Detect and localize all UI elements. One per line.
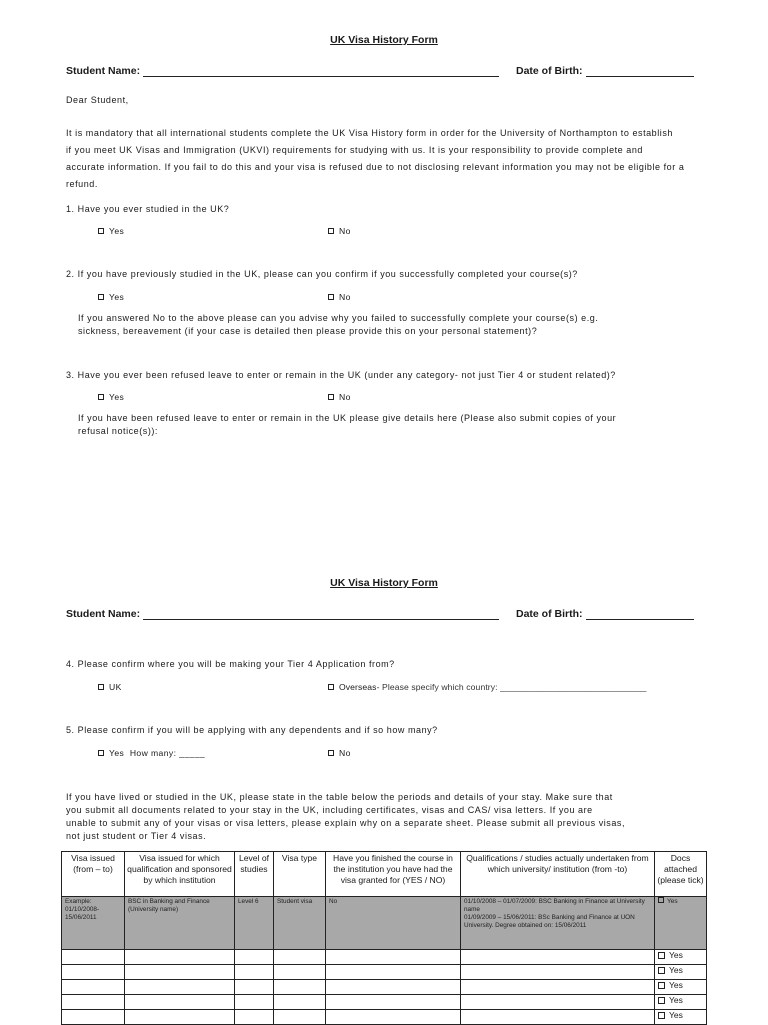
cell[interactable]	[326, 980, 461, 995]
example-visa-type: Student visa	[274, 897, 326, 950]
cell[interactable]	[326, 950, 461, 965]
q4-uk-option[interactable]	[98, 682, 122, 692]
cell[interactable]	[125, 950, 235, 965]
question-1: 1. Have you ever studied in the UK?	[66, 204, 230, 214]
table-row	[62, 980, 707, 995]
q4-country-field[interactable]: - Please specify which country: ______________________________	[376, 682, 647, 692]
question-2: 2. If you have previously studied in the UK, please can you confirm if you successfully completed your course(s)?	[66, 269, 578, 279]
table-row	[62, 965, 707, 980]
example-level: Level 6	[235, 897, 274, 950]
cell[interactable]	[274, 995, 326, 1010]
cell[interactable]	[461, 950, 655, 965]
name-dob-row	[66, 65, 702, 77]
table-row-example	[62, 897, 707, 950]
cell[interactable]	[235, 1010, 274, 1025]
q2-yes-label: Yes	[109, 292, 125, 302]
intro-line: It is mandatory that all international students complete the UK Visa History form in order for the University of Northampton to establish	[66, 128, 673, 138]
checkbox-icon[interactable]	[328, 750, 334, 756]
docs-yes-label: Yes	[669, 965, 683, 975]
intro-line: refund.	[66, 179, 98, 189]
q3-no-option[interactable]	[328, 392, 351, 402]
cell[interactable]	[461, 980, 655, 995]
checkbox-icon[interactable]	[328, 684, 334, 690]
example-qualification: BSC in Banking and Finance (University name)	[125, 897, 235, 950]
table-row	[62, 995, 707, 1010]
table-instructions	[66, 791, 716, 843]
intro-paragraph	[66, 125, 716, 193]
q5-no-label: No	[339, 748, 351, 758]
docs-cell[interactable]	[655, 950, 707, 965]
docs-yes-label: Yes	[669, 980, 683, 990]
greeting: Dear Student,	[66, 95, 129, 105]
cell[interactable]	[125, 965, 235, 980]
cell[interactable]	[62, 995, 125, 1010]
example-studies-line: 01/09/2009 – 15/06/2011: BSc Banking and Finance at UON University. Degree obtained on: 15/06/2011	[464, 914, 635, 929]
q3-followup-line: If you have been refused leave to enter or remain in the UK please give details here (Please also submit copies of your	[78, 413, 617, 423]
student-name-label: Student Name:	[66, 608, 141, 620]
docs-cell[interactable]	[655, 1010, 707, 1025]
checkbox-icon[interactable]	[98, 750, 104, 756]
q1-yes-option[interactable]	[98, 226, 124, 236]
cell[interactable]	[326, 965, 461, 980]
question-3: 3. Have you ever been refused leave to enter or remain in the UK (under any category- not just Tier 4 or student related)?	[66, 370, 616, 380]
col-header-qualification: Visa issued for which qualification and sponsored by which institution	[125, 852, 235, 897]
student-name-label: Student Name:	[66, 65, 141, 77]
cell[interactable]	[125, 980, 235, 995]
cell[interactable]	[326, 1010, 461, 1025]
q5-how-many-field[interactable]: How many: _____	[129, 748, 206, 758]
checkbox-icon[interactable]	[98, 394, 104, 400]
checkbox-icon[interactable]	[658, 997, 665, 1004]
checkbox-icon[interactable]	[658, 982, 665, 989]
checkbox-icon	[658, 897, 664, 903]
q4-overseas-label: Overseas	[339, 682, 377, 692]
cell[interactable]	[62, 980, 125, 995]
cell[interactable]	[235, 950, 274, 965]
checkbox-icon[interactable]	[328, 294, 334, 300]
dob-field[interactable]	[586, 65, 694, 77]
q2-followup	[78, 312, 598, 338]
q2-followup-line: If you answered No to the above please can you advise why you failed to successfully complete your course(s) e.g.	[78, 313, 599, 323]
example-finished: No	[326, 897, 461, 950]
cell[interactable]	[235, 965, 274, 980]
cell[interactable]	[274, 1010, 326, 1025]
name-dob-row-page-2	[66, 608, 702, 620]
instruction-line: not just student or Tier 4 visas.	[66, 831, 207, 841]
example-docs-label: Yes	[667, 898, 678, 905]
q2-no-label: No	[339, 292, 351, 302]
q3-no-label: No	[339, 392, 351, 402]
cell[interactable]	[235, 980, 274, 995]
q5-yes-option[interactable]	[98, 748, 205, 758]
q1-no-option[interactable]	[328, 226, 351, 236]
q4-overseas-option[interactable]	[328, 682, 647, 692]
col-header-level: Level of studies	[235, 852, 274, 897]
docs-yes-label: Yes	[669, 995, 683, 1005]
docs-cell[interactable]	[655, 965, 707, 980]
dob-label: Date of Birth:	[516, 65, 583, 77]
docs-yes-label: Yes	[669, 1010, 683, 1020]
col-header-visa-dates: Visa issued (from – to)	[62, 852, 125, 897]
cell[interactable]	[62, 1010, 125, 1025]
checkbox-icon[interactable]	[98, 294, 104, 300]
docs-cell[interactable]	[655, 980, 707, 995]
cell[interactable]	[62, 965, 125, 980]
cell[interactable]	[235, 995, 274, 1010]
q5-yes-label: Yes	[109, 748, 125, 758]
student-name-field[interactable]	[143, 608, 499, 620]
intro-line: if you meet UK Visas and Immigration (UKVI) requirements for studying with us. It is your responsibility to provide complete and	[66, 145, 643, 155]
question-4: 4. Please confirm where you will be making your Tier 4 Application from?	[66, 659, 395, 669]
checkbox-icon[interactable]	[328, 394, 334, 400]
q1-yes-label: Yes	[109, 226, 125, 236]
q2-followup-line: sickness, bereavement (if your case is detailed then please provide this on your personal statement)?	[78, 326, 538, 336]
q4-uk-label: UK	[109, 682, 122, 692]
q1-no-label: No	[339, 226, 351, 236]
cell[interactable]	[62, 950, 125, 965]
cell[interactable]	[461, 965, 655, 980]
question-5: 5. Please confirm if you will be applying with any dependents and if so how many?	[66, 725, 438, 735]
docs-cell[interactable]	[655, 995, 707, 1010]
checkbox-icon[interactable]	[98, 684, 104, 690]
table-row	[62, 1010, 707, 1025]
q5-no-option[interactable]	[328, 748, 351, 758]
cell[interactable]	[125, 995, 235, 1010]
cell[interactable]	[125, 1010, 235, 1025]
table-header-row	[62, 852, 707, 897]
col-header-finished: Have you finished the course in the institution you have had the visa granted for (YES / NO)	[326, 852, 461, 897]
checkbox-icon[interactable]	[658, 952, 665, 959]
visa-history-table	[61, 851, 707, 1025]
instruction-line: you submit all documents related to your stay in the UK, including certificates, visas and CAS/ visa letters. If you are	[66, 805, 593, 815]
q3-followup-line: refusal notice(s)):	[78, 426, 158, 436]
col-header-visa-type: Visa type	[274, 852, 326, 897]
intro-line: accurate information. If you fail to do this and your visa is refused due to not disclosing relevant information you may not be eligible for a	[66, 162, 685, 172]
cell[interactable]	[274, 980, 326, 995]
q3-yes-label: Yes	[109, 392, 125, 402]
cell[interactable]	[274, 965, 326, 980]
form-title: UK Visa History Form	[330, 34, 438, 46]
form-title-page-2: UK Visa History Form	[330, 577, 438, 589]
table-row	[62, 950, 707, 965]
col-header-studies: Qualifications / studies actually undertaken from which university/ institution (from -to)	[461, 852, 655, 897]
q2-no-option[interactable]	[328, 292, 351, 302]
col-header-docs: Docs attached (please tick)	[655, 852, 707, 897]
docs-yes-label: Yes	[669, 950, 683, 960]
student-name-field[interactable]	[143, 65, 499, 77]
q2-yes-option[interactable]	[98, 292, 124, 302]
dob-field[interactable]	[586, 608, 694, 620]
dob-label: Date of Birth:	[516, 608, 583, 620]
checkbox-icon[interactable]	[658, 967, 665, 974]
example-docs	[655, 897, 707, 950]
q3-followup	[78, 412, 616, 438]
example-studies	[461, 897, 655, 950]
example-dates: Example: 01/10/2008- 15/06/2011	[62, 897, 125, 950]
cell[interactable]	[326, 995, 461, 1010]
example-studies-line: 01/10/2008 – 01/07/2009: BSC Banking in Finance at University name	[464, 898, 645, 913]
instruction-line: unable to submit any of your visas or visa letters, please explain why on a separate sheet. Please submit all previous visas,	[66, 818, 626, 828]
cell[interactable]	[274, 950, 326, 965]
cell[interactable]	[461, 1010, 655, 1025]
instruction-line: If you have lived or studied in the UK, please state in the table below the periods and details of your stay. Make sure that	[66, 792, 613, 802]
checkbox-icon[interactable]	[658, 1012, 665, 1019]
cell[interactable]	[461, 995, 655, 1010]
checkbox-icon[interactable]	[328, 228, 334, 234]
q3-yes-option[interactable]	[98, 392, 124, 402]
checkbox-icon[interactable]	[98, 228, 104, 234]
